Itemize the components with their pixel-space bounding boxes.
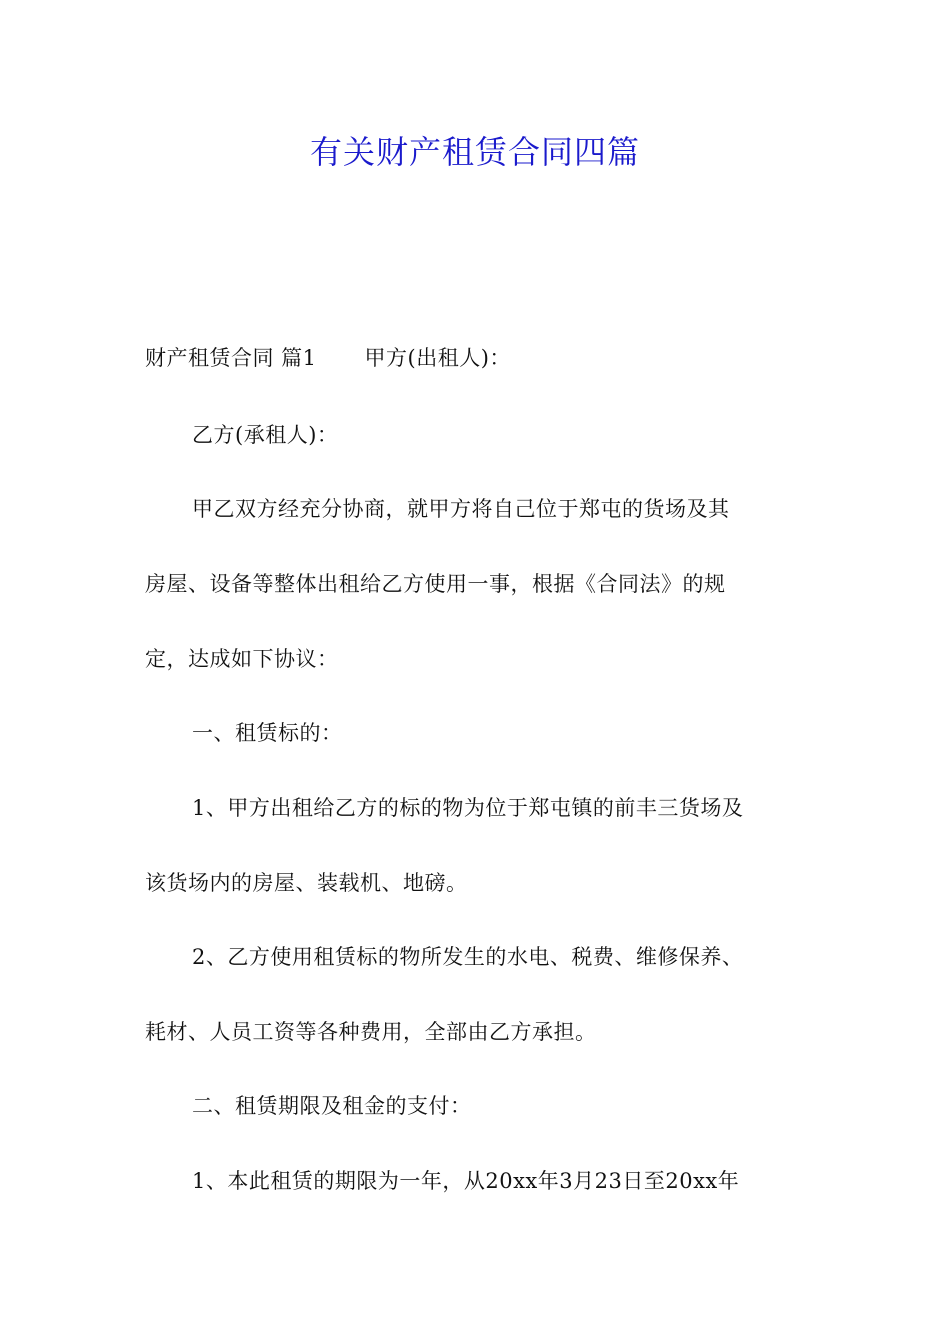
document-title: 有关财产租赁合同四篇	[309, 133, 640, 171]
paragraph-line: 1、甲方出租给乙方的标的物为位于郑屯镇的前丰三货场及	[192, 796, 744, 820]
paragraph-line: 1、本此租赁的期限为一年，从20xx年3月23日至20xx年	[192, 1169, 740, 1193]
paragraph-line: 房屋、设备等整体出租给乙方使用一事，根据《合同法》的规	[145, 572, 726, 596]
party-b-label: 乙方(承租人)：	[192, 423, 339, 447]
section-heading: 财产租赁合同 篇1	[145, 346, 317, 370]
paragraph-line: 该货场内的房屋、装载机、地磅。	[145, 871, 468, 895]
section-heading-line	[145, 343, 511, 373]
clause-heading: 一、租赁标的：	[192, 721, 343, 745]
paragraph-line: 耗材、人员工资等各种费用，全部由乙方承担。	[145, 1020, 597, 1044]
paragraph-line: 2、乙方使用租赁标的物所发生的水电、税费、维修保养、	[192, 945, 744, 969]
paragraph-line: 定，达成如下协议：	[145, 647, 339, 671]
party-a-label: 甲方(出租人)：	[364, 346, 511, 370]
paragraph-line: 甲乙双方经充分协商，就甲方将自己位于郑屯的货场及其	[192, 497, 730, 521]
clause-heading: 二、租赁期限及租金的支付：	[192, 1094, 472, 1118]
